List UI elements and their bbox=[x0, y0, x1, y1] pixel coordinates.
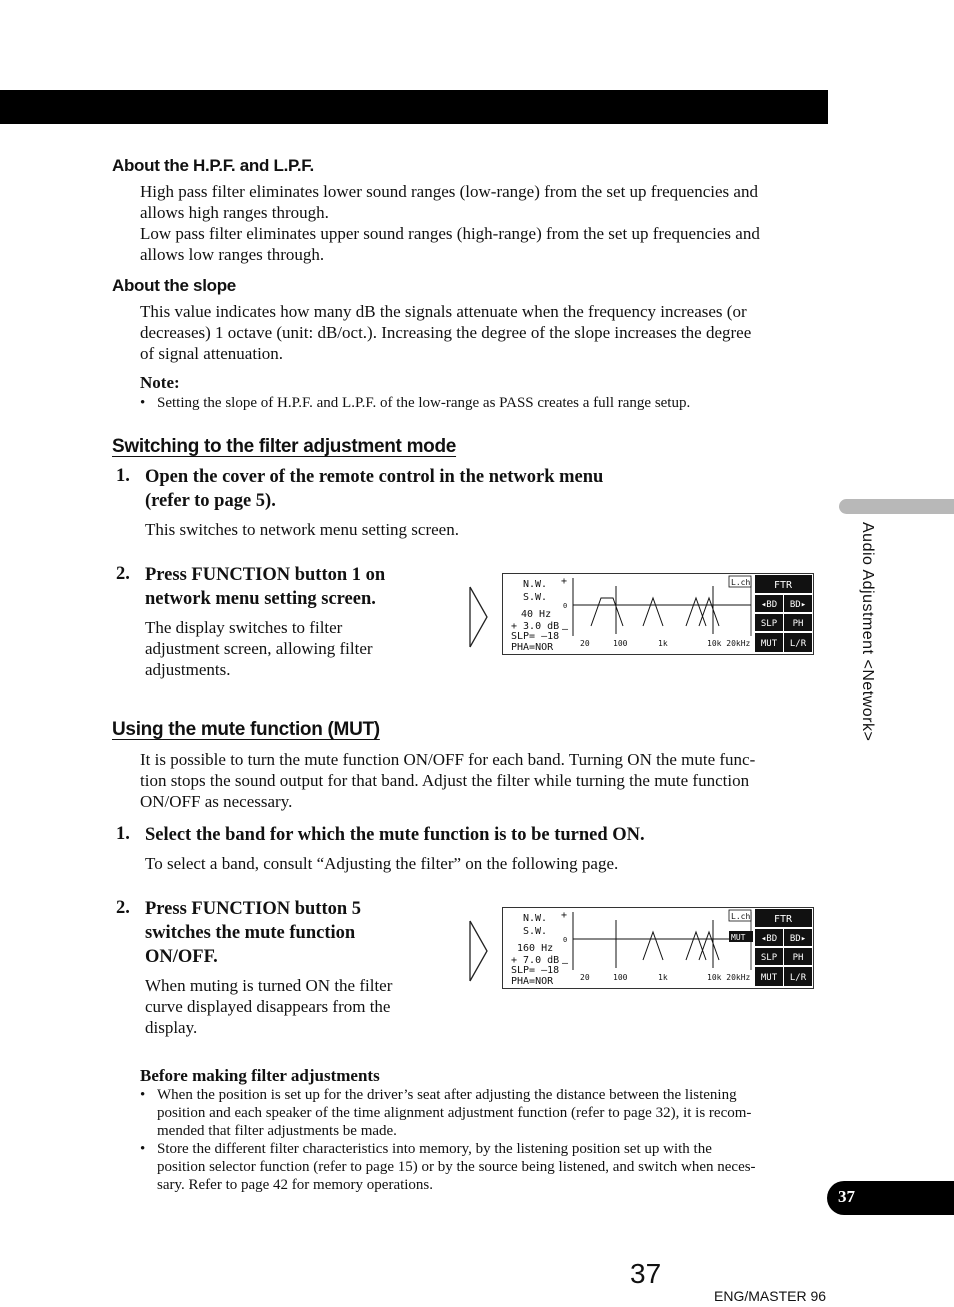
lcd-button-label: ◂BD bbox=[760, 934, 778, 944]
lcd-button-label: BD▸ bbox=[789, 600, 807, 610]
text-line: Open the cover of the remote control in the network menu bbox=[145, 467, 604, 487]
lcd-axis-label: 10k 20kHz bbox=[707, 639, 751, 648]
text-line: curve displayed disappears from the bbox=[145, 997, 391, 1016]
text-line: decreases) 1 octave (unit: dB/oct.). Increasing the degree of the slope increases the degree bbox=[140, 323, 752, 342]
text-line: sary. Refer to page 42 for memory operations. bbox=[157, 1177, 434, 1193]
text-line: High pass filter eliminates lower sound ranges (low-range) from the set up frequencies and bbox=[140, 182, 758, 201]
lcd-button-label: MUT bbox=[760, 973, 778, 983]
note-title: Note: bbox=[140, 373, 180, 392]
lcd-channel: L.ch bbox=[731, 912, 751, 921]
text-line: tion stops the sound output for that band. Adjust the filter while turning the mute function bbox=[140, 771, 750, 790]
filter-lcd-screen-1 bbox=[502, 573, 814, 655]
lcd-button-label: L/R bbox=[789, 639, 807, 649]
before-bullet-2 bbox=[157, 1140, 807, 1194]
lcd-axis-label: 100 bbox=[613, 973, 628, 982]
lcd-axis-label: 10k 20kHz bbox=[707, 973, 751, 982]
lcd-y-mark: + bbox=[561, 576, 568, 587]
lcd-button-label: FTR bbox=[773, 914, 793, 925]
text-line: ON/OFF. bbox=[145, 947, 218, 967]
mute-step2-desc bbox=[145, 975, 445, 1038]
step-number: 2. bbox=[116, 564, 130, 584]
lcd-param: + 7.0 dB bbox=[511, 955, 560, 966]
before-title: Before making filter adjustments bbox=[140, 1066, 380, 1085]
step-number: 1. bbox=[116, 824, 130, 844]
hpf-lpf-body bbox=[140, 181, 820, 265]
page-tab-number: 37 bbox=[838, 1187, 855, 1206]
text-line: network menu setting screen. bbox=[145, 589, 376, 609]
text-line: Low pass filter eliminates upper sound ranges (high-range) from the set up frequencies and bbox=[140, 224, 760, 243]
text-line: of signal attenuation. bbox=[140, 344, 284, 363]
switching-step2 bbox=[145, 563, 445, 611]
lcd-param: SLP= –18 bbox=[511, 965, 560, 976]
hpf-lpf-heading: About the H.P.F. and L.P.F. bbox=[112, 156, 314, 175]
lcd-param: + 3.0 dB bbox=[511, 621, 560, 632]
lcd-function-buttons bbox=[755, 909, 812, 986]
arrow-right-icon bbox=[468, 919, 490, 983]
text-line: position and each speaker of the time alignment adjustment function (refer to page 32), it is recom- bbox=[157, 1105, 752, 1121]
lcd-y-mark: – bbox=[562, 624, 569, 635]
lcd-button-label: FTR bbox=[773, 580, 793, 591]
text-line: allows low ranges through. bbox=[140, 245, 325, 264]
step-number: 2. bbox=[116, 898, 130, 918]
switching-step1-desc: This switches to network menu setting screen. bbox=[145, 520, 459, 539]
lcd-axis-label: 1k bbox=[658, 639, 668, 648]
text-line: ON/OFF as necessary. bbox=[140, 792, 293, 811]
lcd-axis-label: 20 bbox=[580, 973, 590, 982]
lcd-button-label: ◂BD bbox=[760, 600, 778, 610]
lcd-axis-label: 20 bbox=[580, 639, 590, 648]
slope-body bbox=[140, 301, 820, 364]
side-section-label: Audio Adjustment <Network> bbox=[859, 522, 876, 742]
lcd-param: PHA=NOR bbox=[511, 642, 554, 653]
lcd-y-mark: 0 bbox=[563, 936, 568, 944]
lcd-y-mark: 0 bbox=[563, 602, 568, 610]
text-line: position selector function (refer to page 15) or by the source being listened, and switch when neces- bbox=[157, 1159, 756, 1175]
mute-heading: Using the mute function (MUT) bbox=[112, 719, 380, 740]
slope-heading: About the slope bbox=[112, 276, 236, 295]
side-tab bbox=[839, 499, 954, 514]
lcd-channel: L.ch bbox=[731, 578, 751, 587]
arrow-right-icon bbox=[468, 585, 490, 649]
text-line: This value indicates how many dB the signals attenuate when the frequency increases (or bbox=[140, 302, 747, 321]
text-line: When muting is turned ON the filter bbox=[145, 976, 393, 995]
lcd-axis-label: 1k bbox=[658, 973, 668, 982]
lcd-param: N.W. bbox=[523, 579, 548, 590]
lcd-param: SLP= –18 bbox=[511, 631, 560, 642]
mute-step2 bbox=[145, 897, 445, 969]
text-line: It is possible to turn the mute function ON/OFF for each band. Turning ON the mute func- bbox=[140, 750, 756, 769]
lcd-mute-indicator: MUT bbox=[731, 933, 746, 942]
switching-heading: Switching to the filter adjustment mode bbox=[112, 436, 457, 457]
page-number: 37 bbox=[630, 1258, 662, 1289]
lcd-param: S.W. bbox=[523, 592, 548, 603]
mute-step1-desc: To select a band, consult “Adjusting the filter” on the following page. bbox=[145, 854, 619, 873]
lcd-y-mark: – bbox=[562, 958, 569, 969]
text-line: (refer to page 5). bbox=[145, 491, 276, 511]
before-bullet-1 bbox=[157, 1086, 807, 1140]
lcd-button-label: L/R bbox=[789, 973, 807, 983]
lcd-y-mark: + bbox=[561, 910, 568, 921]
switching-step2-desc bbox=[145, 617, 445, 680]
text-line: adjustments. bbox=[145, 660, 231, 679]
lcd-button-label: PH bbox=[792, 619, 804, 629]
text-line: mended that filter adjustments be made. bbox=[157, 1123, 397, 1139]
lcd-param: 160 Hz bbox=[517, 943, 554, 954]
lcd-button-label: PH bbox=[792, 953, 804, 963]
lcd-param: N.W. bbox=[523, 913, 548, 924]
text-line: switches the mute function bbox=[145, 923, 356, 943]
text-line: allows high ranges through. bbox=[140, 203, 329, 222]
footer-code: ENG/MASTER 96 bbox=[714, 1288, 827, 1304]
lcd-button-label: MUT bbox=[760, 639, 778, 649]
text-line: display. bbox=[145, 1018, 198, 1037]
text-line: The display switches to filter bbox=[145, 618, 343, 637]
mute-step1: Select the band for which the mute function is to be turned ON. bbox=[145, 825, 645, 845]
text-line: Press FUNCTION button 5 bbox=[145, 899, 362, 919]
text-line: • When the position is set up for the driver’s seat after adjusting the distance between the listening bbox=[157, 1087, 737, 1103]
header-bar bbox=[0, 90, 828, 124]
filter-lcd-screen-2 bbox=[502, 907, 814, 989]
lcd-function-buttons bbox=[755, 575, 812, 652]
lcd-button-label: SLP bbox=[760, 619, 778, 629]
mute-body bbox=[140, 749, 820, 812]
step-number: 1. bbox=[116, 466, 130, 486]
lcd-button-label: BD▸ bbox=[789, 934, 807, 944]
lcd-param: PHA=NOR bbox=[511, 976, 554, 987]
text-line: Press FUNCTION button 1 on bbox=[145, 565, 386, 585]
switching-step1 bbox=[145, 465, 705, 513]
lcd-param: S.W. bbox=[523, 926, 548, 937]
lcd-axis-label: 100 bbox=[613, 639, 628, 648]
text-line: adjustment screen, allowing filter bbox=[145, 639, 373, 658]
lcd-param: 40 Hz bbox=[521, 609, 552, 620]
text-line: • Store the different filter characteristics into memory, by the listening position set up with the bbox=[157, 1141, 712, 1157]
page-tab bbox=[827, 1181, 954, 1215]
note-bullet: • Setting the slope of H.P.F. and L.P.F. of the low-range as PASS creates a full range setup. bbox=[157, 394, 690, 412]
lcd-button-label: SLP bbox=[760, 953, 778, 963]
